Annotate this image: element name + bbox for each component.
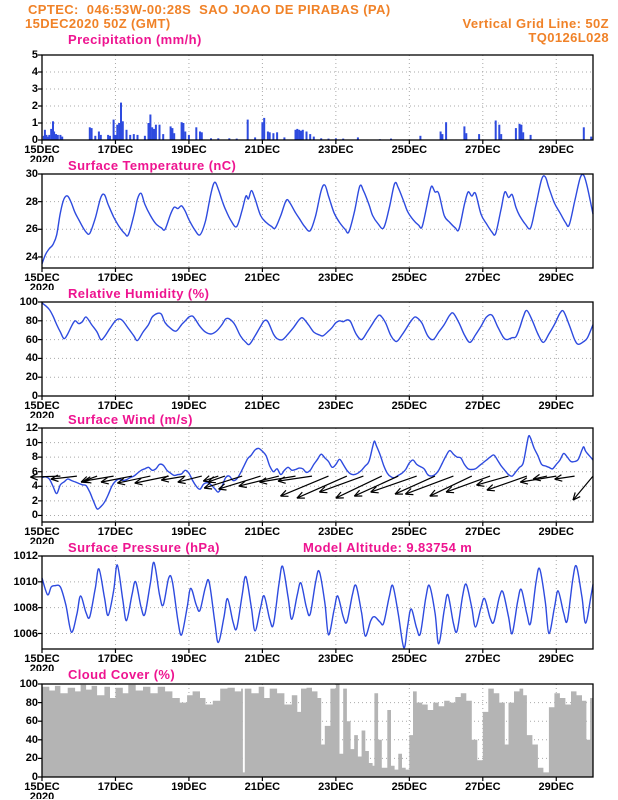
y-tick-label: 100: [19, 678, 38, 690]
x-tick-label: 27DEC: [465, 653, 501, 665]
x-tick-label: 17DEC: [97, 272, 134, 284]
x-tick-label: 19DEC: [171, 144, 207, 156]
y-tick-label: 60: [25, 715, 38, 728]
year-label: 2020: [29, 537, 55, 544]
y-tick-label: 10: [25, 436, 38, 449]
x-tick-label: 21DEC: [244, 781, 281, 793]
panel-title-pressure: Surface Pressure (hPa): [68, 540, 220, 555]
y-tick-label: 26: [25, 223, 38, 236]
x-tick-label: 19DEC: [171, 400, 207, 412]
y-tick-label: 24: [25, 250, 38, 263]
panel-title-precipitation: Precipitation (mm/h): [68, 32, 202, 47]
y-tick-label: 80: [25, 314, 38, 327]
y-tick-label: 2: [31, 494, 38, 507]
x-tick-label: 19DEC: [171, 781, 207, 793]
x-tick-label: 29DEC: [538, 272, 574, 284]
x-tick-label: 25DEC: [391, 144, 428, 156]
x-tick-label: 27DEC: [465, 400, 501, 412]
x-tick-label: 19DEC: [171, 653, 207, 665]
x-tick-label: 23DEC: [318, 144, 354, 156]
x-tick-label: 25DEC: [391, 781, 428, 793]
x-tick-label: 21DEC: [244, 526, 281, 538]
x-tick-label: 17DEC: [97, 144, 134, 156]
panel-title-cloud-cover: Cloud Cover (%): [68, 667, 176, 682]
x-tick-label: 21DEC: [244, 653, 281, 665]
panel-title-wind: Surface Wind (m/s): [68, 412, 193, 427]
y-tick-label: 0: [31, 390, 38, 402]
y-tick-label: 4: [31, 66, 38, 78]
y-tick-label: 0: [31, 771, 38, 783]
y-tick-label: 100: [19, 296, 38, 308]
panel-title-temperature: Surface Temperature (nC): [68, 158, 237, 173]
x-tick-label: 23DEC: [318, 653, 354, 665]
x-tick-label: 15DEC: [24, 400, 60, 412]
x-tick-label: 21DEC: [244, 272, 281, 284]
x-tick-label: 19DEC: [171, 272, 207, 284]
x-tick-label: 15DEC: [24, 526, 60, 538]
x-tick-label: 25DEC: [391, 653, 428, 665]
x-tick-label: 29DEC: [538, 144, 574, 156]
y-tick-label: 8: [31, 451, 38, 464]
x-tick-label: 21DEC: [244, 400, 281, 412]
x-tick-label: 15DEC: [24, 653, 60, 665]
x-tick-label: 25DEC: [391, 526, 428, 538]
y-tick-label: 6: [31, 465, 38, 478]
x-tick-label: 29DEC: [538, 400, 574, 412]
y-tick-label: 40: [25, 352, 38, 365]
vertical-grid-label: Vertical Grid Line: 50Z: [462, 16, 609, 31]
y-tick-label: 60: [25, 333, 38, 346]
x-tick-label: 23DEC: [318, 781, 354, 793]
x-tick-label: 17DEC: [97, 781, 134, 793]
year-label: 2020: [29, 664, 55, 671]
station-title: CPTEC: 046:53W-00:28S SAO JOAO DE PIRABAS (PA): [28, 2, 391, 17]
y-tick-label: 1010: [13, 575, 38, 588]
x-tick-label: 27DEC: [465, 781, 501, 793]
y-tick-label: 3: [31, 83, 38, 95]
x-tick-label: 23DEC: [318, 400, 354, 412]
year-label: 2020: [29, 792, 55, 799]
y-tick-label: 20: [25, 371, 38, 384]
x-tick-label: 19DEC: [171, 526, 207, 538]
y-tick-label: 1006: [13, 627, 38, 640]
x-tick-label: 23DEC: [318, 272, 354, 284]
y-tick-label: 20: [25, 752, 38, 765]
x-tick-label: 15DEC: [24, 144, 60, 156]
y-tick-label: 40: [25, 733, 38, 746]
model-run-id: TQ0126L028: [528, 30, 609, 45]
y-tick-label: 1: [31, 117, 38, 129]
y-tick-label: 12: [25, 422, 38, 434]
year-label: 2020: [29, 283, 55, 290]
x-tick-label: 15DEC: [24, 272, 60, 284]
y-tick-label: 5: [31, 49, 38, 61]
x-tick-label: 29DEC: [538, 653, 574, 665]
y-tick-label: 2: [31, 100, 38, 112]
x-tick-label: 21DEC: [244, 144, 281, 156]
y-tick-label: 1008: [13, 601, 38, 614]
x-tick-label: 17DEC: [97, 526, 134, 538]
x-tick-label: 29DEC: [538, 781, 574, 793]
x-tick-label: 17DEC: [97, 653, 134, 665]
panel-title-humidity: Relative Humidity (%): [68, 286, 210, 301]
y-tick-label: 0: [31, 509, 38, 522]
x-tick-label: 25DEC: [391, 272, 428, 284]
x-tick-label: 17DEC: [97, 400, 134, 412]
y-tick-label: 80: [25, 696, 38, 709]
y-tick-label: 28: [25, 195, 38, 208]
x-tick-label: 27DEC: [465, 526, 501, 538]
x-tick-label: 15DEC: [24, 781, 60, 793]
x-tick-label: 27DEC: [465, 272, 501, 284]
year-label: 2020: [29, 411, 55, 418]
x-tick-label: 25DEC: [391, 400, 428, 412]
x-tick-label: 23DEC: [318, 526, 354, 538]
y-tick-label: 30: [25, 168, 38, 180]
year-label: 2020: [29, 155, 55, 162]
y-tick-label: 4: [31, 480, 38, 493]
x-tick-label: 27DEC: [465, 144, 501, 156]
model-altitude-label: Model Altitude: 9.83754 m: [303, 540, 473, 555]
run-datetime-label: 15DEC2020 50Z (GMT): [25, 16, 171, 31]
y-tick-label: 0: [31, 134, 38, 146]
y-tick-label: 1012: [13, 550, 38, 562]
x-tick-label: 29DEC: [538, 526, 574, 538]
